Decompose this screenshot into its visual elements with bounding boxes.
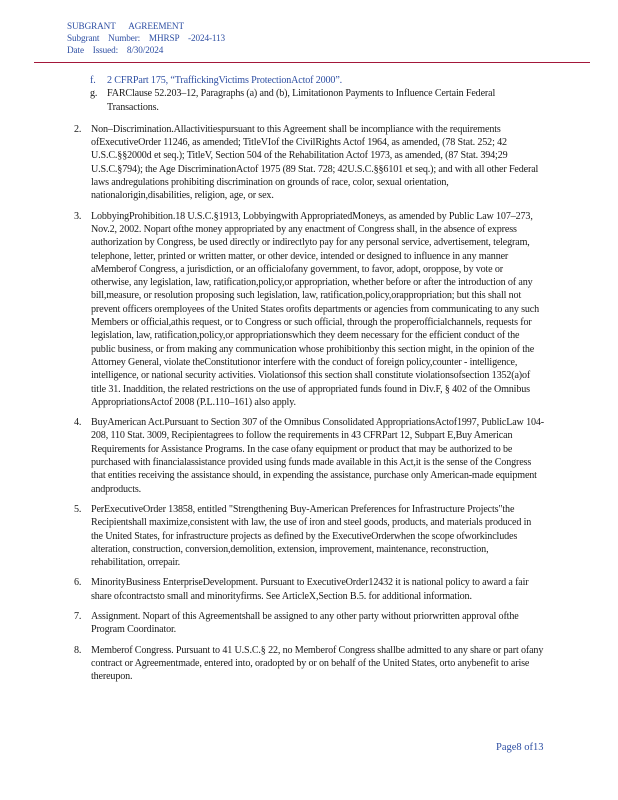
sub-item-text: 2 CFRPart 175, “TraffickingVictims ProtectionActof 2000”. (107, 75, 343, 86)
header-divider (34, 62, 590, 63)
clause-minority-business (74, 576, 544, 603)
clause-number: 5. (74, 503, 82, 515)
clause-text: Assignment. Nopart of this Agreementshall be assigned to any other party without priorwritten approval ofthe Program Coordinator. (91, 610, 519, 636)
clause-number: 7. (74, 610, 82, 622)
clause-number: 6. (74, 577, 82, 589)
sub-item-text: FARClause 52.203–12, Paragraphs (a) and (b), Limitationon Payments to Influence Certain Federal Transactions. (107, 88, 496, 113)
clause-assignment (74, 610, 544, 637)
sub-item-f (90, 74, 544, 87)
clause-text: Memberof Congress. Pursuant to 41 U.S.C.§ 22, no Memberof Congress shallbe admitted to any share or part ofany contract or Agreementmade, entered into, oradopted by or on behalf of the United States, orto anybenefit to arise thereupon. (91, 644, 544, 683)
clause-buy-american-act (74, 416, 544, 496)
header-title: SUBGRANT AGREEMENT (67, 21, 184, 31)
clause-number: 8. (74, 644, 82, 656)
clause-number: 4. (74, 417, 82, 429)
clause-number: 2. (74, 123, 82, 135)
clause-member-of-congress (74, 644, 544, 684)
clause-text: LobbyingProhibition.18 U.S.C.§1913, Lobbyingwith AppropriatedMoneys, as amended by Public Law 107–273, Nov.2, 2002. Nopart ofthe money appropriated by any enactment of Congress shall, in the absence of express authorization by Congress, be used directly or indirectlyto pay for any personal service, advertisement, telegram, telephone, letter, printed or written matter, or other device, intended or designed to influence in any manner aMemberof Congress, a jurisdiction, or an officialofany government, to favor, adopt, oroppose, by vote or otherwise, any legislation, law, ratification,policy,or appropriation, whether before or after the introduction of any bill,measure, or resolution proposing such legislation, law, ratification,policy,orappropriation; but this shall not prevent officers oremployees of the United States orofits departments or agencies from communicating to any such Members or official,athis request, or to Congress or such official, through the properofficialchannels, requests for legislation, law, ratification,policy,or appropriationswhich they deem necessary for the efficient conduct of the public business, or from making any communication whose prohibitionby this section might, in the opinion of the Attorney General, violate theConstitutionor interfere with the conduct of foreign policy,counter - intelligence, intelligence, or national security activities. Violationsof this section shall constitute violationsofsection 1352(a)of title 31. Inaddition, the related restrictions on the use of appropriated funds found in Div.F, § 402 of the Omnibus AppropriationsActof 2008 (P.L.110–161) also apply. (91, 210, 540, 408)
document-body (74, 74, 544, 683)
clause-number: 3. (74, 210, 82, 222)
clause-text: Non–Discrimination.Allactivitiespursuant to this Agreement shall be incompliance with the requirements ofExecutiveOrder 11246, as amended; TitleVIof the CivilRights Actof 1964, as amended, (78 Stat. 252; 42 U.S.C.§§2000d et seq.); TitleV, Section 504 of the Rehabilitation Actof 1973, as amended, (87 Stat. 394;29 U.S.C.§794); the Age DiscriminationActof 1975 (89 Stat. 728; 42U.S.C.§§6101 et seq.); and with all other Federal laws andregulations prohibiting discrimination on grounds of race, color, sexual orientation, nationalorigin,disabilities, religion, age, or sex. (91, 123, 539, 202)
clause-text: MinorityBusiness EnterpriseDevelopment. Pursuant to ExecutiveOrder12432 it is national policy to award a fair share ofcontractsto small and minorityfirms. See ArticleX,Section B.5. for additional information. (91, 577, 529, 602)
clause-lobbying-prohibition (74, 210, 544, 409)
clause-executive-order-13858 (74, 503, 544, 569)
sub-item-marker: g. (90, 88, 98, 100)
sub-item-g (90, 87, 544, 114)
clause-text: BuyAmerican Act.Pursuant to Section 307 of the Omnibus Consolidated AppropriationsActof1997, PublicLaw 104-208, 110 Stat. 3009, Recipientagrees to follow the requirements in 43 CFRPart 12, Subpart E,Buy American Requirements for Assistance Programs. In the case ofany equipment or product that may be authorized to be purchased with financialassistance provided using funds made available in this Act,it is the sense of the Congress that entities receiving the assistance should, in expending the assistance, purchase only American-made equipment andproducts. (91, 417, 544, 495)
sub-item-marker: f. (90, 75, 96, 86)
document-header (67, 20, 225, 56)
page-number: Page8 of13 (496, 742, 544, 753)
clause-non-discrimination (74, 123, 544, 203)
clause-text: PerExecutiveOrder 13858, entitled "Strengthening Buy-American Preferences for Infrastructure Projects"the Recipientshall maximize,consistent with law, the use of iron and steel goods, products, and materials produced in the United States, for infrastructure projects as defined by the ExecutiveOrderwhen the scope ofworkincludes alteration, construction, conversion,demolition, extension, improvement, maintenance, reconstruction, rehabilitation, orrepair. (91, 503, 532, 569)
date-issued: Date Issued: 8/30/2024 (67, 45, 164, 55)
subgrant-number: Subgrant Number: MHRSP -2024-113 (67, 33, 226, 43)
